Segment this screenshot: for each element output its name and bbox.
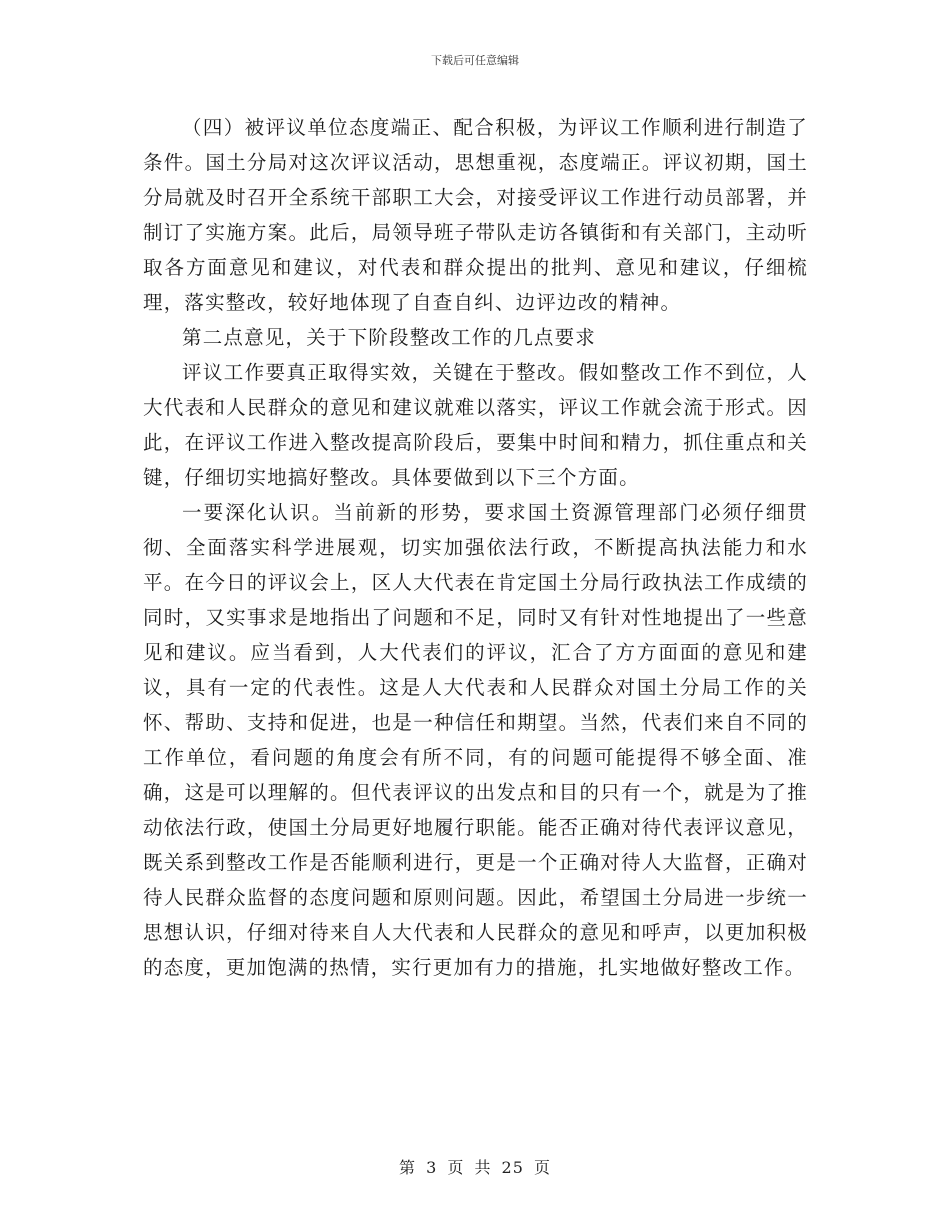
page-number: 第 3 页 共 25 页: [399, 1158, 551, 1177]
paragraph-3: 评议工作要真正取得实效，关键在于整改。假如整改工作不到位，人大代表和人民群众的意见和建议就难以落实，评议工作就会流于形式。因此，在评议工作进入整改提高阶段后，要集中时间和精力，抓住重点和关键，仔细切实地搞好整改。具体要做到以下三个方面。: [143, 361, 808, 489]
paragraph-4: 一要深化认识。当前新的形势，要求国土资源管理部门必须仔细贯彻、全面落实科学进展观，切实加强依法行政，不断提高执法能力和水平。在今日的评议会上，区人大代表在肯定国土分局行政执法工作成绩的同时，又实事求是地指出了问题和不足，同时又有针对性地提出了一些意见和建议。应当看到，人大代表们的评议，汇合了方方面面的意见和建议，具有一定的代表性。这是人大代表和人民群众对国土分局工作的关怀、帮助、支持和促进，也是一种信任和期望。当然，代表们来自不同的工作单位，看问题的角度会有所不同，有的问题可能提得不够全面、准确，这是可以理解的。但代表评议的出发点和目的只有一个，就是为了推动依法行政，使国土分局更好地履行职能。能否正确对待代表评议意见，既关系到整改工作是否能顺利进行，更是一个正确对待人大监督，正确对待人民群众监督的态度问题和原则问题。因此，希望国土分局进一步统一思想认识，仔细对待来自人大代表和人民群众的意见和呼声，以更加积极的态度，更加饱满的热情，实行更加有力的措施，扎实地做好整改工作。: [143, 501, 808, 979]
document-body: [143, 110, 808, 985]
paragraph-1: （四）被评议单位态度端正、配合积极，为评议工作顺利进行制造了条件。国土分局对这次评议活动，思想重视，态度端正。评议初期，国土分局就及时召开全系统干部职工大会，对接受评议工作进行动员部署，并制订了实施方案。此后，局领导班子带队走访各镇街和有关部门，主动听取各方面意见和建议，对代表和群众提出的批判、意见和建议，仔细梳理，落实整改，较好地体现了自查自纠、边评边改的精神。: [143, 116, 808, 314]
paragraph-2-section-heading: 第二点意见，关于下阶段整改工作的几点要求: [182, 326, 597, 349]
header-note: 下载后可任意编辑: [431, 54, 519, 67]
